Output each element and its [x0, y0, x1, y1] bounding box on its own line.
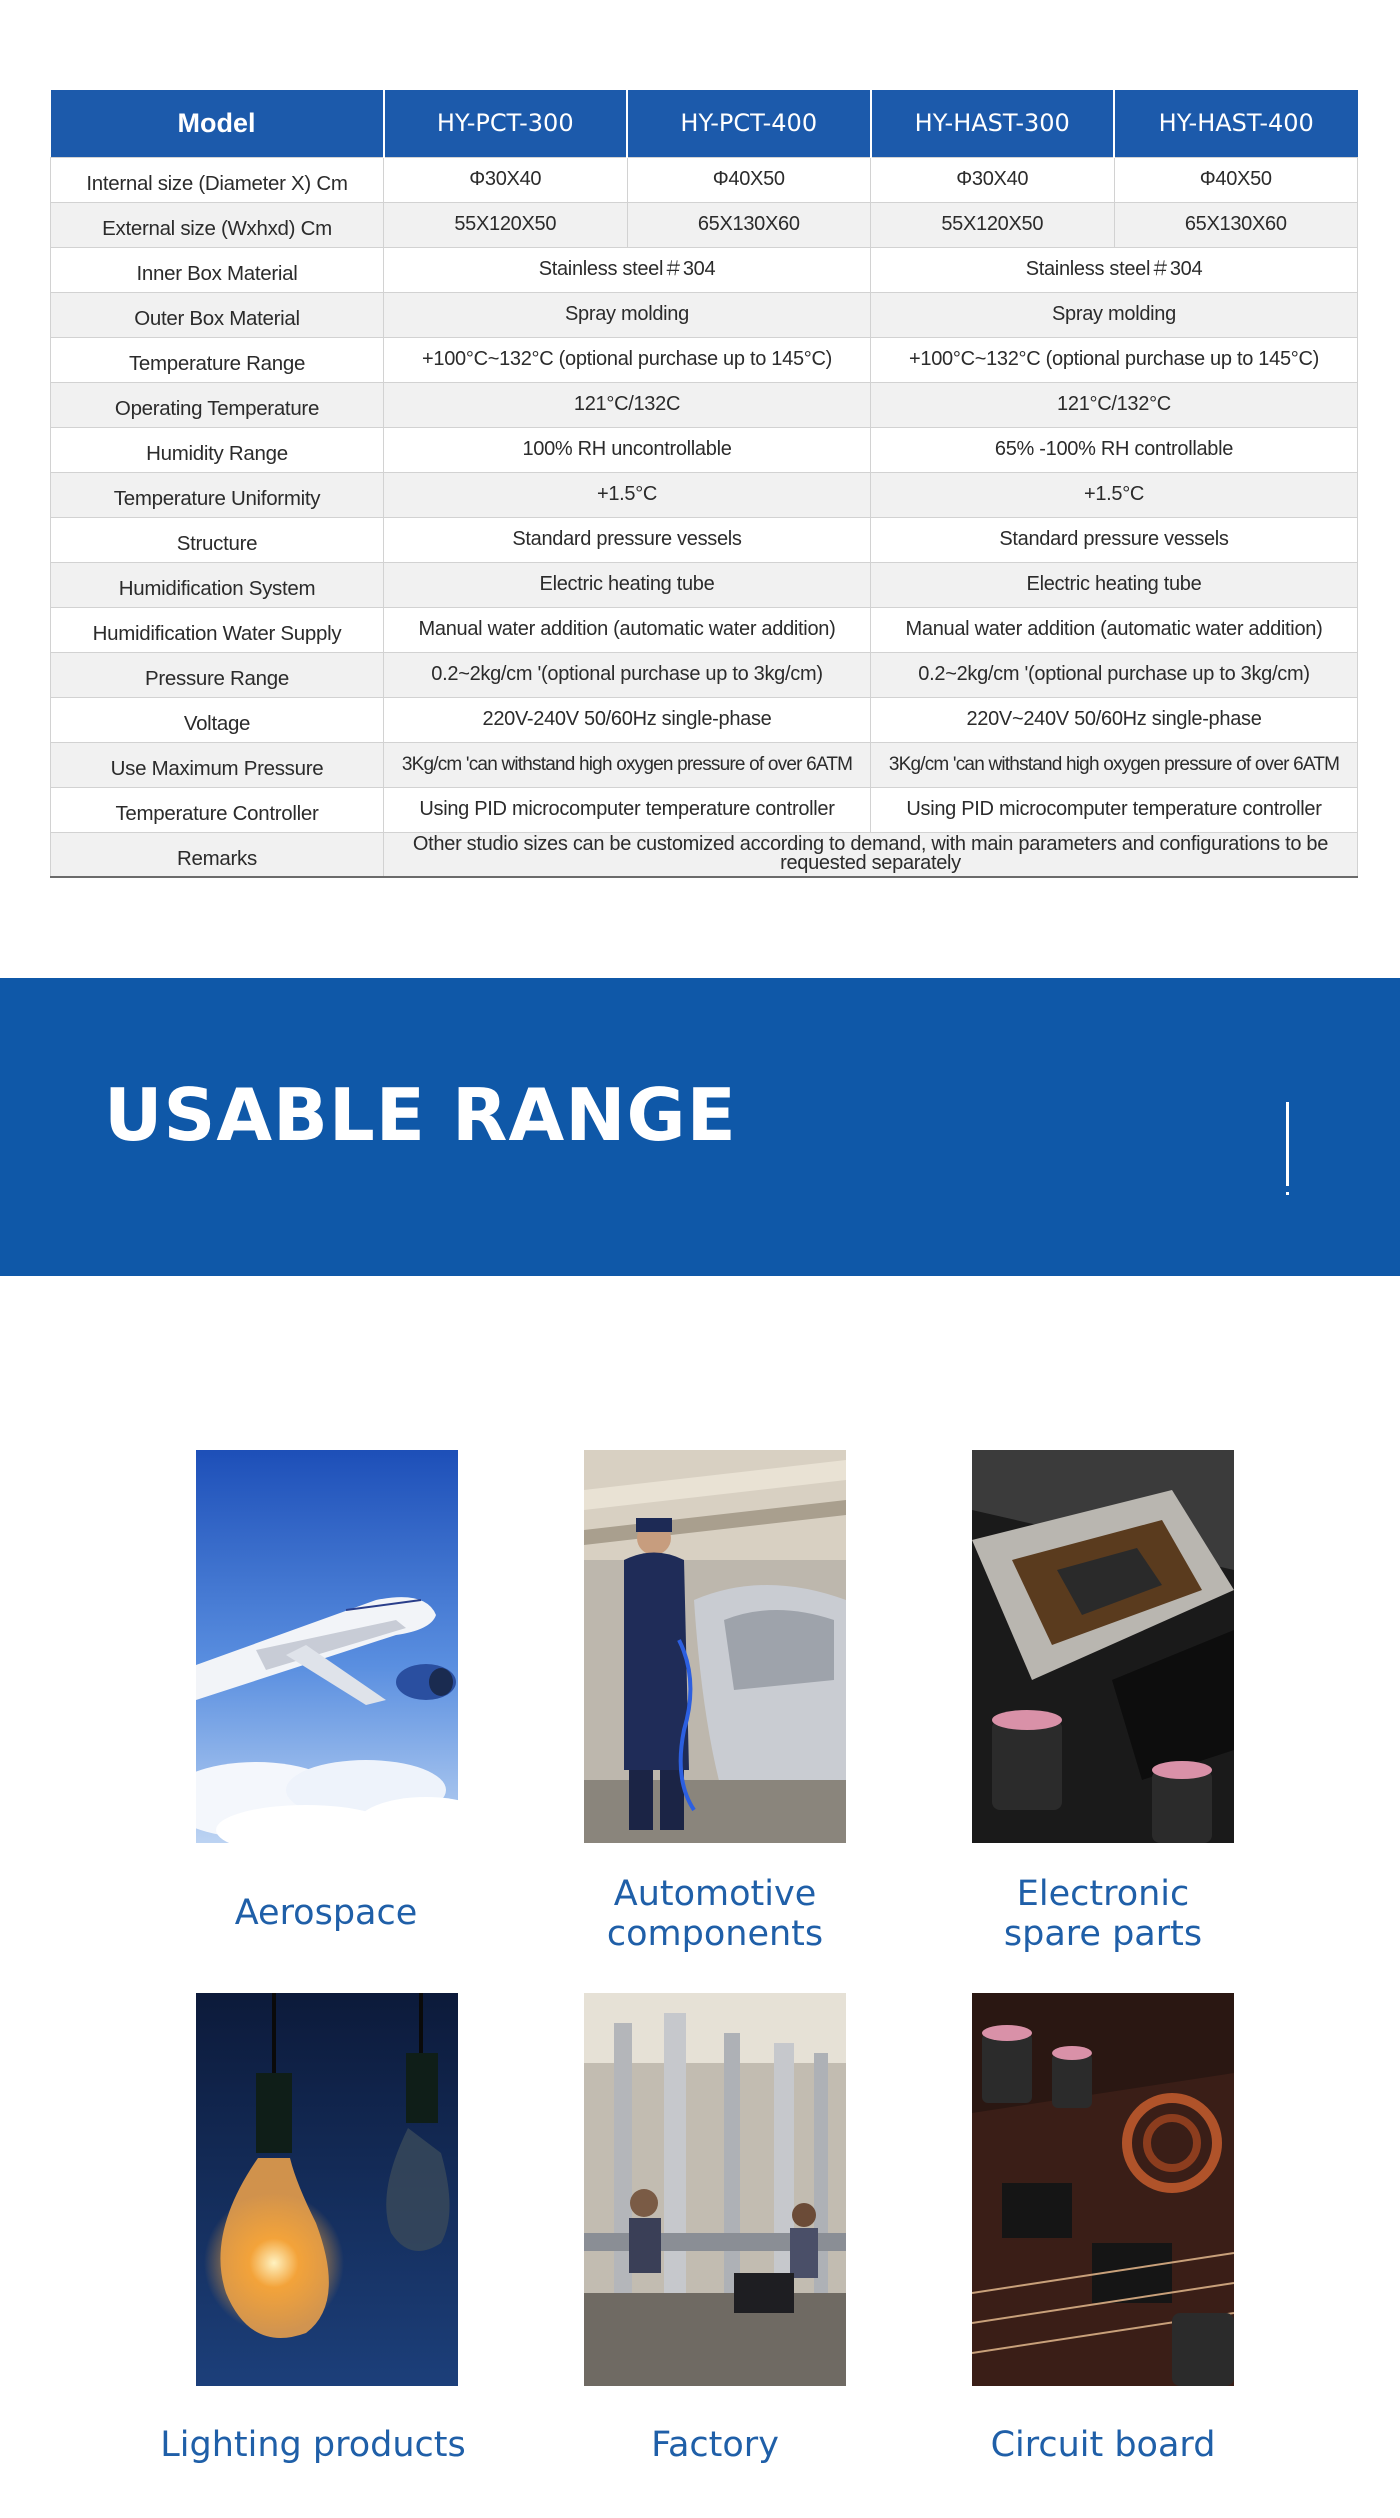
header-hy-hast-400: HY-HAST-400 — [1114, 90, 1358, 157]
table-cell: +1.5°C — [384, 472, 871, 517]
car-assembly-photo-icon — [584, 1450, 846, 1843]
table-row — [51, 247, 1358, 292]
row-label: Humidification Water Supply — [51, 607, 384, 652]
table-cell: Φ40X50 — [1114, 157, 1358, 202]
table-row — [51, 832, 1358, 877]
header-hy-hast-300: HY-HAST-300 — [871, 90, 1115, 157]
table-row — [51, 427, 1358, 472]
table-row — [51, 292, 1358, 337]
cpu-socket-photo-icon — [972, 1450, 1234, 1843]
table-row — [51, 607, 1358, 652]
caption-aerospace: Aerospace — [234, 1893, 418, 1933]
table-cell: 0.2~2kg/cm '(optional purchase up to 3kg/cm) — [384, 652, 871, 697]
table-row — [51, 472, 1358, 517]
table-row — [51, 697, 1358, 742]
table-row — [51, 382, 1358, 427]
row-label: Remarks — [51, 832, 384, 877]
table-cell: Electric heating tube — [384, 562, 871, 607]
table-cell: Manual water addition (automatic water addition) — [871, 607, 1358, 652]
table-cell: 65X130X60 — [627, 202, 871, 247]
table-row — [51, 337, 1358, 382]
table-cell: 121°C/132°C — [871, 382, 1358, 427]
row-label: Pressure Range — [51, 652, 384, 697]
table-cell: 0.2~2kg/cm '(optional purchase up to 3kg/cm) — [871, 652, 1358, 697]
row-label: Temperature Controller — [51, 787, 384, 832]
table-cell: 121°C/132C — [384, 382, 871, 427]
table-cell: Standard pressure vessels — [384, 517, 871, 562]
header-hy-pct-400: HY-PCT-400 — [627, 90, 871, 157]
table-cell: 55X120X50 — [871, 202, 1115, 247]
table-cell: 65% -100% RH controllable — [871, 427, 1358, 472]
header-model: Model — [51, 90, 384, 157]
caption-electronic-spare-parts: Electronic spare parts — [1003, 1874, 1203, 1954]
table-row — [51, 517, 1358, 562]
table-cell: 65X130X60 — [1114, 202, 1358, 247]
table-row — [51, 787, 1358, 832]
row-label: Internal size (Diameter X) Cm — [51, 157, 384, 202]
table-cell: 220V-240V 50/60Hz single-phase — [384, 697, 871, 742]
banner-divider — [1286, 1102, 1289, 1186]
caption-circuit-board: Circuit board — [990, 2425, 1216, 2465]
table-row — [51, 562, 1358, 607]
table-row — [51, 157, 1358, 202]
banner-divider-dot — [1286, 1192, 1289, 1195]
table-cell: +1.5°C — [871, 472, 1358, 517]
table-cell: Using PID microcomputer temperature controller — [871, 787, 1358, 832]
row-label: Temperature Range — [51, 337, 384, 382]
table-cell: Φ30X40 — [871, 157, 1115, 202]
table-cell: Spray molding — [871, 292, 1358, 337]
row-label: Use Maximum Pressure — [51, 742, 384, 787]
table-cell: Spray molding — [384, 292, 871, 337]
spec-table-container — [50, 90, 1357, 878]
table-cell: Φ30X40 — [384, 157, 628, 202]
banner-title: USABLE RANGE — [104, 1073, 737, 1157]
row-label: Temperature Uniformity — [51, 472, 384, 517]
circuit-board-photo-icon — [972, 1993, 1234, 2386]
table-cell: 3Kg/cm 'can withstand high oxygen pressure of over 6ATM — [384, 742, 871, 787]
row-label: External size (Wxhxd) Cm — [51, 202, 384, 247]
table-cell: Stainless steel＃304 — [871, 247, 1358, 292]
row-label: Voltage — [51, 697, 384, 742]
table-cell: 3Kg/cm 'can withstand high oxygen pressure of over 6ATM — [871, 742, 1358, 787]
row-label: Humidification System — [51, 562, 384, 607]
row-label: Inner Box Material — [51, 247, 384, 292]
table-cell: 100% RH uncontrollable — [384, 427, 871, 472]
table-cell: 55X120X50 — [384, 202, 628, 247]
caption-automotive-components: Automotive components — [606, 1874, 824, 1954]
light-bulb-photo-icon — [196, 1993, 458, 2386]
factory-photo-icon — [584, 1993, 846, 2386]
caption-factory: Factory — [651, 2425, 779, 2465]
table-header-row — [51, 90, 1358, 157]
table-row — [51, 202, 1358, 247]
table-cell: 220V~240V 50/60Hz single-phase — [871, 697, 1358, 742]
table-cell: Standard pressure vessels — [871, 517, 1358, 562]
table-cell: +100°C~132°C (optional purchase up to 145°C) — [871, 337, 1358, 382]
row-label: Structure — [51, 517, 384, 562]
table-row — [51, 652, 1358, 697]
table-cell: Φ40X50 — [627, 157, 871, 202]
row-label: Outer Box Material — [51, 292, 384, 337]
spec-table — [50, 90, 1358, 878]
row-label: Operating Temperature — [51, 382, 384, 427]
caption-lighting-products: Lighting products — [160, 2425, 466, 2465]
remarks-cell: Other studio sizes can be customized according to demand, with main parameters and configurations to be requested separately — [384, 832, 1358, 877]
table-cell: Electric heating tube — [871, 562, 1358, 607]
table-cell: Manual water addition (automatic water addition) — [384, 607, 871, 652]
table-cell: +100°C~132°C (optional purchase up to 145°C) — [384, 337, 871, 382]
header-hy-pct-300: HY-PCT-300 — [384, 90, 628, 157]
usable-range-banner — [0, 978, 1400, 1276]
row-label: Humidity Range — [51, 427, 384, 472]
table-row — [51, 742, 1358, 787]
table-cell: Using PID microcomputer temperature controller — [384, 787, 871, 832]
table-cell: Stainless steel＃304 — [384, 247, 871, 292]
airplane-photo-icon — [196, 1450, 458, 1843]
